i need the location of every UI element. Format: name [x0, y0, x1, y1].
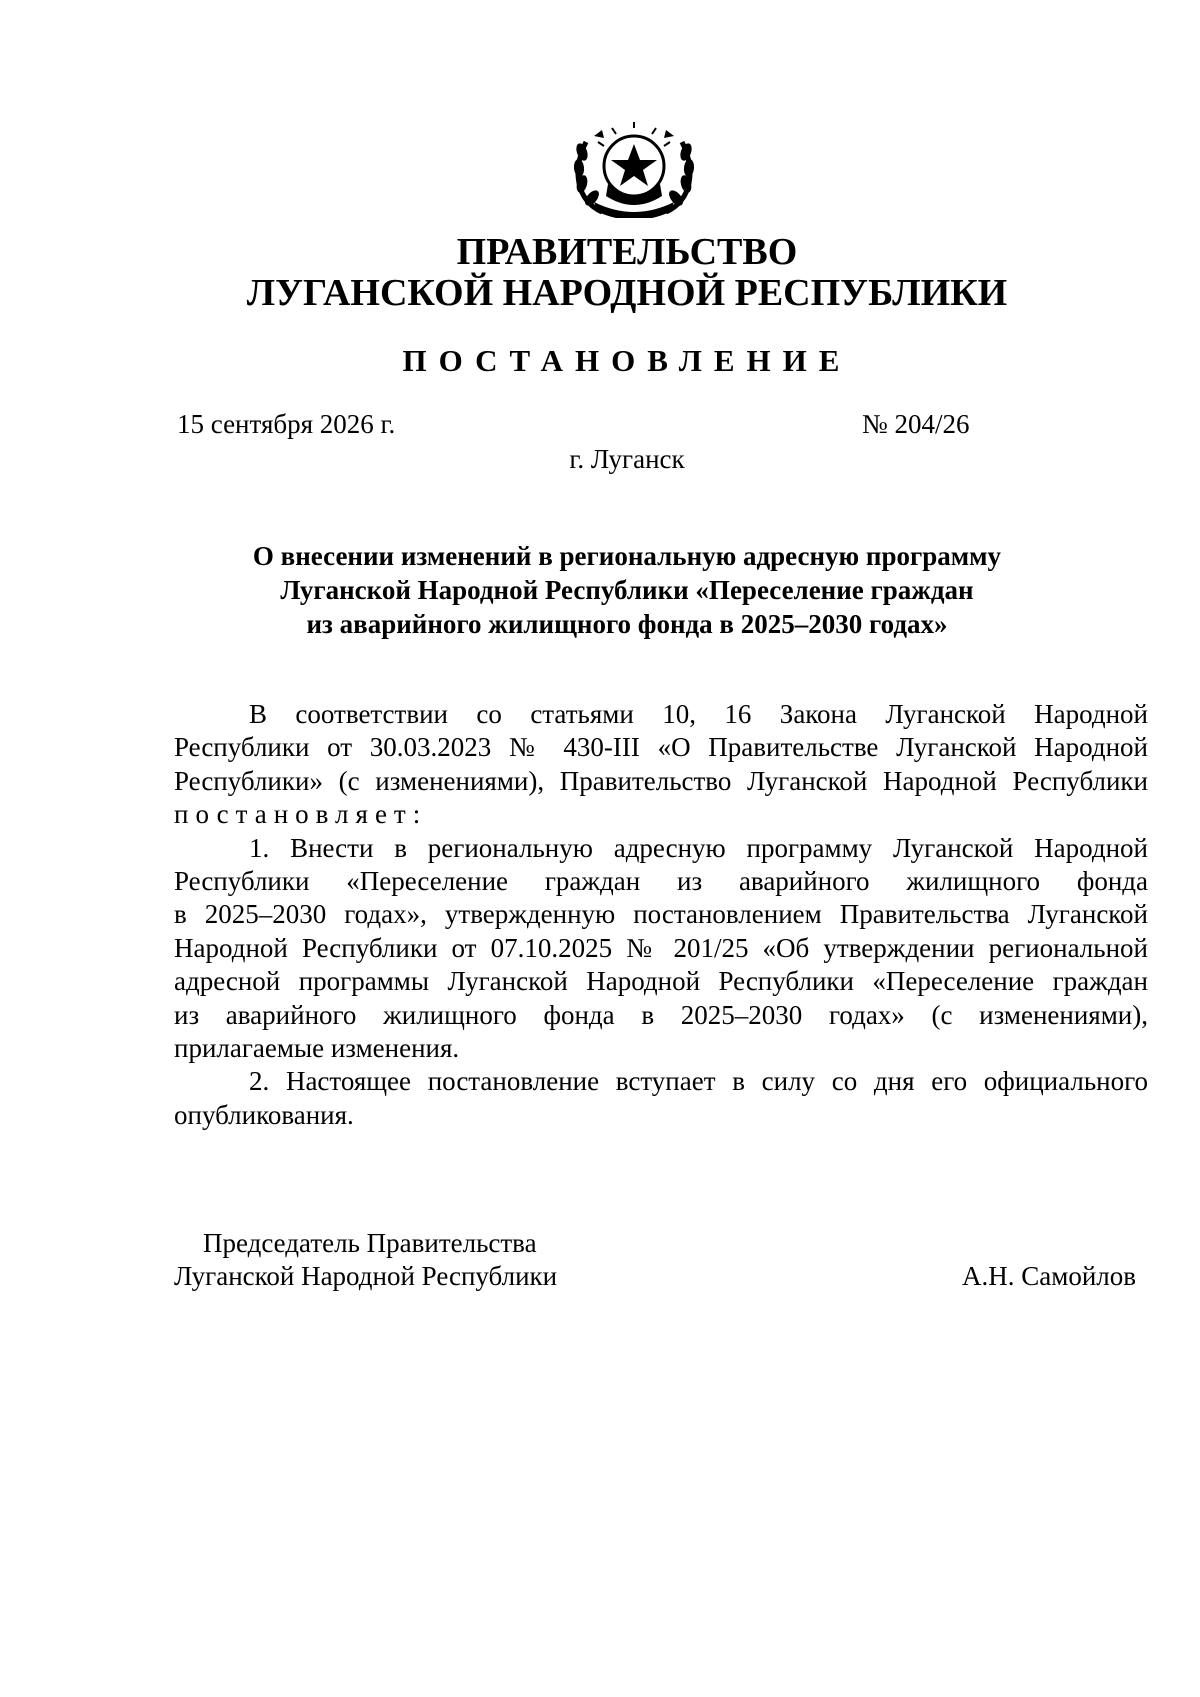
clause-1-line: из аварийного жилищного фонда в 2025–2030 годах» (с изменениями), [174, 999, 1148, 1030]
clause-1-line: Народной Республики от 07.10.2025 № 201/25 «Об утверждении региональной [174, 932, 1148, 963]
preamble-line: Республики» (с изменениями), Правительство Луганской Народной Республики [174, 765, 1148, 796]
title-line: из аварийного жилищного фонда в 2025–2030 годах» [306, 609, 948, 639]
document-title [170, 539, 1084, 641]
coat-of-arms-icon [572, 122, 696, 218]
clause-1-line: адресной программы Луганской Народной Республики «Переселение граждан [174, 966, 1148, 997]
preamble-line: В соответствии со статьями 10, 16 Закона Луганской Народной [249, 699, 1148, 729]
clause-2-line: опубликования. [174, 1099, 354, 1130]
clause-1-line: прилагаемые изменения. [174, 1033, 460, 1064]
document-type: ПОСТАНОВЛЕНИЕ [402, 343, 852, 378]
clause-2-line: 2. Настоящее постановление вступает в силу со дня его официального [249, 1066, 1148, 1097]
signatory-position-line1: Председатель Правительства [203, 1228, 537, 1258]
government-title-line2: ЛУГАНСКОЙ НАРОДНОЙ РЕСПУБЛИКИ [246, 272, 1008, 314]
clause-1-line: Республики «Переселение граждан из аварийного жилищного фонда [174, 866, 1148, 897]
document-date: 15 сентября 2026 г. [177, 409, 396, 439]
clause-1-line: в 2025–2030 годах», утвержденную постановлением Правительства Луганской [174, 899, 1148, 930]
document-city: г. Луганск [569, 444, 685, 474]
document-number: № 204/26 [862, 409, 970, 439]
title-line: О внесении изменений в региональную адресную программу [252, 541, 1002, 571]
clause-1-line: 1. Внести в региональную адресную программу Луганской Народной [249, 832, 1148, 863]
document-body [174, 698, 1148, 1132]
signatory-name: А.Н. Самойлов [962, 1261, 1136, 1291]
signatory-position-line2: Луганской Народной Республики [174, 1261, 558, 1291]
preamble-line: постановляет: [174, 799, 428, 830]
government-title-line1: ПРАВИТЕЛЬСТВО [456, 231, 798, 273]
title-line: Луганской Народной Республики «Переселение граждан [280, 575, 974, 605]
preamble-line: Республики от 30.03.2023 № 430-III «О Правительстве Луганской Народной [174, 732, 1148, 763]
